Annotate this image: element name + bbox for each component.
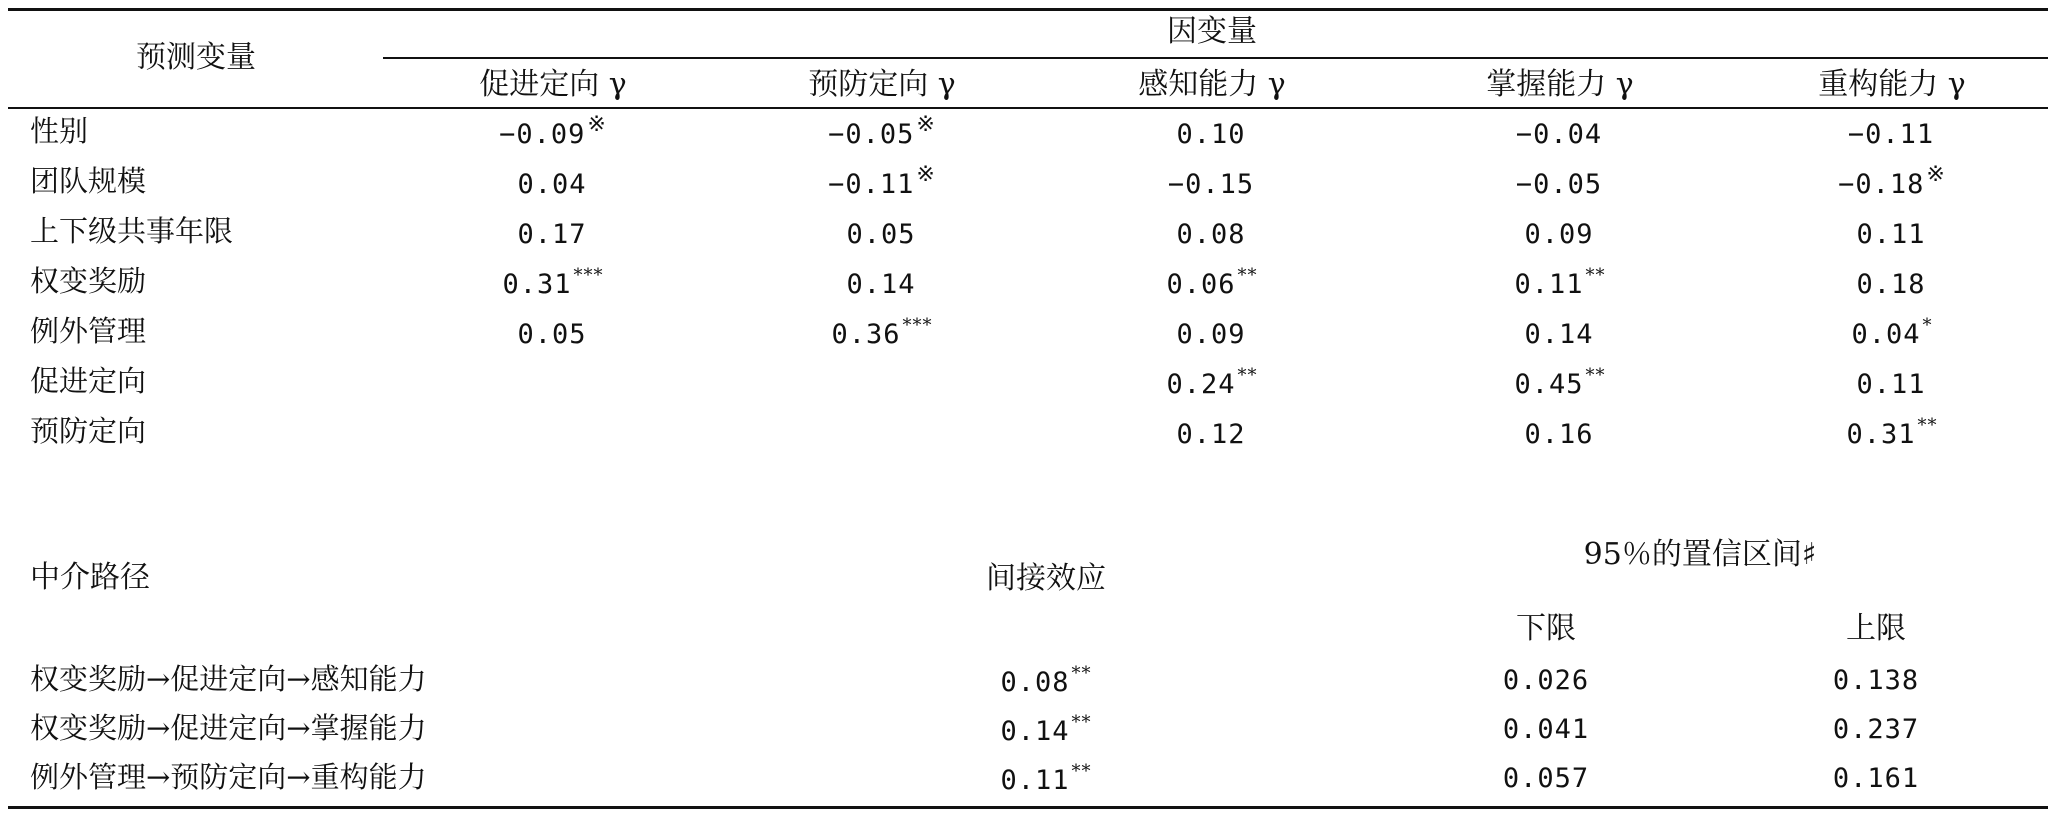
coefficient-value: 0.04 bbox=[1851, 319, 1921, 350]
coefficient-cell bbox=[1524, 319, 1595, 348]
indirect-effect-value: 0.08 bbox=[1000, 667, 1070, 698]
coefficient-cell bbox=[499, 112, 607, 150]
indirect-effect-value: 0.14 bbox=[1000, 716, 1070, 747]
significance-mark: ※ bbox=[916, 112, 936, 137]
ci-upper-value: 0.138 bbox=[1832, 665, 1920, 696]
coefficient-cell bbox=[1514, 365, 1606, 400]
row-label: 例外管理 bbox=[30, 314, 147, 348]
significance-mark: ※ bbox=[587, 112, 607, 137]
coefficient-cell bbox=[517, 219, 588, 248]
coefficient-value: 0.12 bbox=[1176, 419, 1246, 450]
coefficient-value: −0.11 bbox=[828, 169, 915, 200]
coefficient-cell bbox=[1176, 219, 1247, 248]
indirect-effect-header: 间接效应 bbox=[986, 561, 1106, 596]
bottom-rule bbox=[8, 806, 2048, 809]
indirect-effect-cell bbox=[1000, 712, 1092, 747]
coefficient-value: 0.45 bbox=[1514, 369, 1584, 400]
row-label: 团队规模 bbox=[30, 164, 147, 198]
coefficient-value: 0.11 bbox=[1856, 369, 1926, 400]
row-label: 促进定向 bbox=[30, 364, 147, 398]
coefficient-cell bbox=[1838, 162, 1946, 200]
coefficient-value: 0.14 bbox=[1524, 319, 1594, 350]
coefficient-cell bbox=[1846, 415, 1938, 450]
significance-mark: ** bbox=[1917, 415, 1938, 436]
coefficient-value: −0.05 bbox=[828, 119, 915, 150]
confidence-interval-header: 95％的置信区间♯ bbox=[1583, 537, 1817, 572]
significance-mark: ** bbox=[1237, 265, 1258, 286]
coefficient-value: 0.11 bbox=[1856, 219, 1926, 250]
coefficient-cell bbox=[1851, 315, 1933, 350]
dependent-header: 因变量 bbox=[1167, 14, 1257, 49]
coefficient-value: −0.15 bbox=[1167, 169, 1255, 200]
coefficient-value: 0.24 bbox=[1166, 369, 1236, 400]
coefficient-value: 0.05 bbox=[517, 319, 587, 350]
coefficient-value: 0.14 bbox=[846, 269, 916, 300]
mediation-path: 权变奖励→促进定向→掌握能力 bbox=[30, 711, 427, 745]
coefficient-cell bbox=[1856, 219, 1927, 248]
coefficient-cell bbox=[828, 112, 936, 150]
coefficient-cell bbox=[1176, 119, 1247, 148]
coefficient-cell bbox=[828, 162, 936, 200]
coefficient-value: 0.16 bbox=[1524, 419, 1594, 450]
coefficient-cell bbox=[1524, 219, 1595, 248]
mediation-path: 例外管理→预防定向→重构能力 bbox=[30, 760, 427, 794]
header-rule bbox=[8, 107, 2048, 109]
column-header-promotion: 促进定向 γ bbox=[479, 67, 627, 102]
coefficient-cell bbox=[1168, 169, 1256, 198]
coefficient-cell bbox=[1514, 265, 1606, 300]
coefficient-value: 0.09 bbox=[1524, 219, 1594, 250]
coefficient-value: −0.11 bbox=[1847, 119, 1935, 150]
coefficient-cell bbox=[846, 219, 917, 248]
significance-mark: ** bbox=[1237, 365, 1258, 386]
coefficient-cell bbox=[1856, 269, 1927, 298]
ci-upper-value: 0.237 bbox=[1832, 714, 1920, 745]
coefficient-cell bbox=[881, 369, 883, 398]
significance-mark: * bbox=[1922, 315, 1933, 336]
significance-mark: ** bbox=[1585, 265, 1606, 286]
row-label: 性别 bbox=[30, 114, 89, 148]
coefficient-cell bbox=[831, 315, 933, 350]
coefficient-value: 0.04 bbox=[517, 169, 587, 200]
coefficient-cell bbox=[1524, 419, 1595, 448]
significance-mark: ** bbox=[1071, 761, 1092, 782]
coefficient-value: 0.06 bbox=[1166, 269, 1236, 300]
coefficient-cell bbox=[1176, 319, 1247, 348]
significance-mark: ※ bbox=[1926, 162, 1946, 187]
coefficient-value: −0.05 bbox=[1515, 169, 1603, 200]
coefficient-value: −0.18 bbox=[1838, 169, 1925, 200]
coefficient-cell bbox=[1176, 419, 1247, 448]
significance-mark: *** bbox=[573, 265, 604, 286]
coefficient-cell bbox=[1516, 119, 1604, 148]
top-rule bbox=[8, 8, 2048, 11]
indirect-effect-value: 0.11 bbox=[1000, 765, 1070, 796]
coefficient-value: 0.05 bbox=[846, 219, 916, 250]
coefficient-cell bbox=[1166, 365, 1258, 400]
mediation-path: 权变奖励→促进定向→感知能力 bbox=[30, 662, 427, 696]
coefficient-cell bbox=[1848, 119, 1936, 148]
coefficient-value: 0.36 bbox=[831, 319, 901, 350]
coefficient-value: 0.08 bbox=[1176, 219, 1246, 250]
significance-mark: ※ bbox=[916, 162, 936, 187]
coefficient-value: −0.09 bbox=[499, 119, 586, 150]
significance-mark: *** bbox=[902, 315, 933, 336]
coefficient-cell bbox=[552, 369, 554, 398]
predictor-header: 预测变量 bbox=[136, 40, 256, 75]
coefficient-value: 0.10 bbox=[1176, 119, 1246, 150]
ci-upper-value: 0.161 bbox=[1832, 763, 1920, 794]
coefficient-value: 0.17 bbox=[517, 219, 587, 250]
mediation-path-header: 中介路径 bbox=[30, 560, 150, 595]
coefficient-value: 0.31 bbox=[1846, 419, 1916, 450]
row-label: 上下级共事年限 bbox=[30, 214, 234, 248]
coefficient-cell bbox=[1516, 169, 1604, 198]
indirect-effect-cell bbox=[1000, 663, 1092, 698]
coefficient-cell bbox=[517, 319, 588, 348]
column-header-prevention: 预防定向 γ bbox=[808, 67, 956, 102]
significance-mark: ** bbox=[1071, 712, 1092, 733]
row-label: 预防定向 bbox=[30, 414, 147, 448]
coefficient-cell bbox=[1856, 369, 1927, 398]
coefficient-value: 0.31 bbox=[502, 269, 572, 300]
ci-lower-value: 0.041 bbox=[1502, 714, 1590, 745]
ci-lower-value: 0.057 bbox=[1502, 763, 1590, 794]
coefficient-cell bbox=[846, 269, 917, 298]
dependent-underline bbox=[383, 57, 2048, 59]
significance-mark: ** bbox=[1585, 365, 1606, 386]
row-label: 权变奖励 bbox=[30, 264, 147, 298]
significance-mark: ** bbox=[1071, 663, 1092, 684]
coefficient-cell bbox=[517, 169, 588, 198]
coefficient-value: 0.18 bbox=[1856, 269, 1926, 300]
coefficient-value: 0.09 bbox=[1176, 319, 1246, 350]
coefficient-cell bbox=[1166, 265, 1258, 300]
coefficient-value: 0.11 bbox=[1514, 269, 1584, 300]
column-header-sensing: 感知能力 γ bbox=[1138, 67, 1286, 102]
lower-limit-header: 下限 bbox=[1516, 611, 1576, 646]
coefficient-cell bbox=[881, 419, 883, 448]
coefficient-value: −0.04 bbox=[1515, 119, 1603, 150]
ci-lower-value: 0.026 bbox=[1502, 665, 1590, 696]
indirect-effect-cell bbox=[1000, 761, 1092, 796]
coefficient-cell bbox=[502, 265, 604, 300]
column-header-reconfiguring: 重构能力 γ bbox=[1818, 67, 1966, 102]
column-header-seizing: 掌握能力 γ bbox=[1486, 67, 1634, 102]
coefficient-cell bbox=[552, 419, 554, 448]
upper-limit-header: 上限 bbox=[1846, 611, 1906, 646]
